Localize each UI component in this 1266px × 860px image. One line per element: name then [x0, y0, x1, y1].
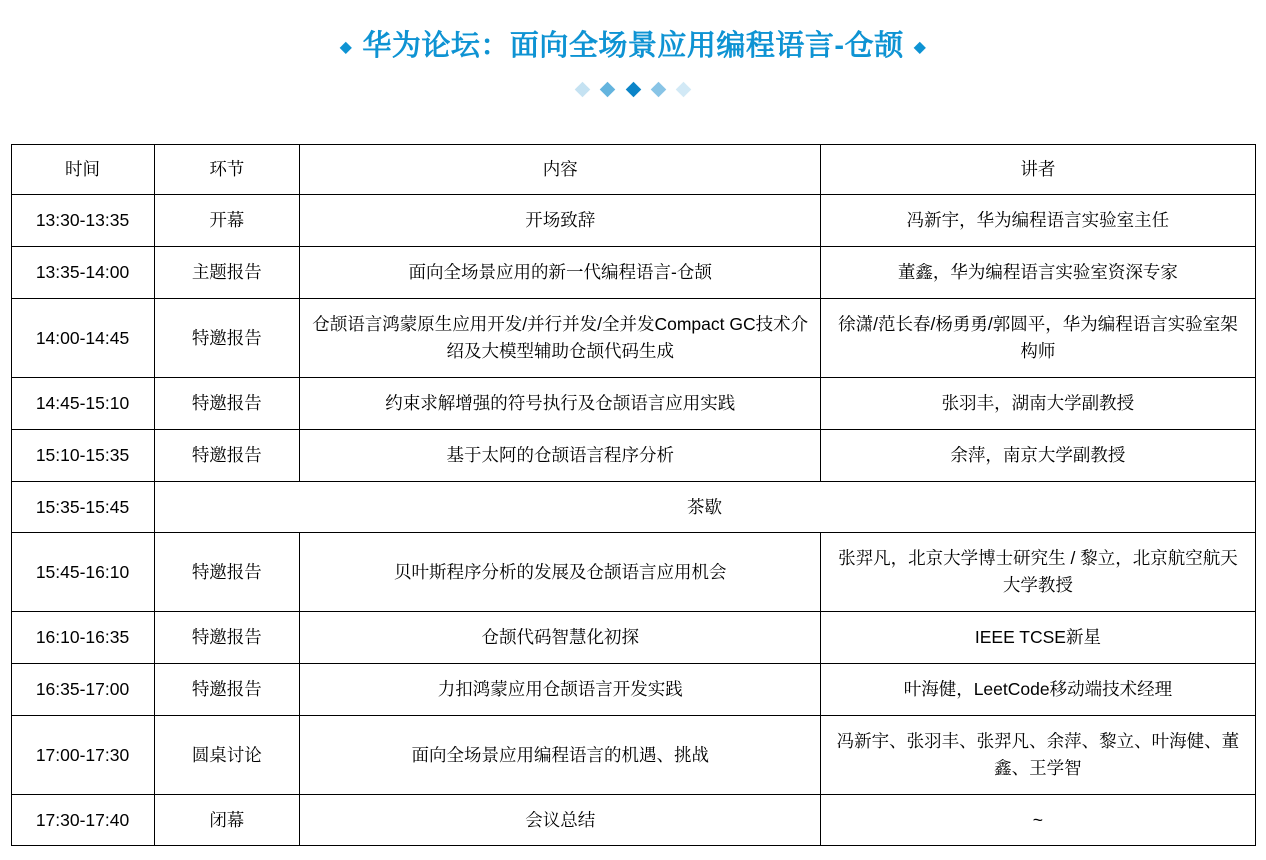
table-row	[11, 533, 1255, 612]
cell-time: 16:10-16:35	[11, 612, 154, 664]
cell-speaker: IEEE TCSE新星	[821, 612, 1255, 664]
cell-time: 15:35-15:45	[11, 482, 154, 533]
cell-content: 面向全场景应用编程语言的机遇、挑战	[300, 716, 821, 795]
col-header-speaker: 讲者	[821, 145, 1255, 195]
cell-time: 14:45-15:10	[11, 378, 154, 430]
table-row	[11, 378, 1255, 430]
cell-session: 特邀报告	[154, 430, 300, 482]
table-row	[11, 795, 1255, 846]
cell-time: 15:10-15:35	[11, 430, 154, 482]
cell-speaker: 徐潇/范长春/杨勇勇/郭圆平，华为编程语言实验室架构师	[821, 299, 1255, 378]
page-title-text: 华为论坛：面向全场景应用编程语言-仓颉	[362, 30, 904, 62]
page-title	[0, 30, 1266, 64]
cell-speaker: 张羽丰，湖南大学副教授	[821, 378, 1255, 430]
table-row	[11, 612, 1255, 664]
cell-content: 仓颉代码智慧化初探	[300, 612, 821, 664]
diamond-icon: ◆	[913, 39, 927, 56]
cell-time: 15:45-16:10	[11, 533, 154, 612]
cell-time: 14:00-14:45	[11, 299, 154, 378]
cell-time: 16:35-17:00	[11, 664, 154, 716]
cell-speaker: ~	[821, 795, 1255, 846]
cell-content: 面向全场景应用的新一代编程语言-仓颉	[300, 247, 821, 299]
cell-content: 基于太阿的仓颉语言程序分析	[300, 430, 821, 482]
cell-session: 特邀报告	[154, 612, 300, 664]
col-header-time: 时间	[11, 145, 154, 195]
cell-speaker: 叶海健，LeetCode移动端技术经理	[821, 664, 1255, 716]
cell-break: 茶歇	[154, 482, 1255, 533]
cell-content: 贝叶斯程序分析的发展及仓颉语言应用机会	[300, 533, 821, 612]
diamond-icon	[651, 82, 667, 98]
cell-speaker: 张羿凡，北京大学博士研究生 / 黎立，北京航空航天大学教授	[821, 533, 1255, 612]
table-row	[11, 716, 1255, 795]
cell-content: 仓颉语言鸿蒙原生应用开发/并行并发/全并发Compact GC技术介绍及大模型辅助仓颉代码生成	[300, 299, 821, 378]
cell-session: 圆桌讨论	[154, 716, 300, 795]
cell-content: 约束求解增强的符号执行及仓颉语言应用实践	[300, 378, 821, 430]
cell-time: 17:30-17:40	[11, 795, 154, 846]
agenda-table	[11, 144, 1256, 846]
cell-speaker: 冯新宇、张羽丰、张羿凡、余萍、黎立、叶海健、董鑫、王学智	[821, 716, 1255, 795]
diamond-icon	[574, 82, 590, 98]
table-row	[11, 247, 1255, 299]
cell-session: 特邀报告	[154, 299, 300, 378]
cell-session: 特邀报告	[154, 533, 300, 612]
cell-content: 力扣鸿蒙应用仓颉语言开发实践	[300, 664, 821, 716]
diamond-decoration	[0, 82, 1266, 100]
header-row	[11, 145, 1255, 195]
cell-session: 开幕	[154, 195, 300, 247]
cell-content: 开场致辞	[300, 195, 821, 247]
diamond-icon	[625, 82, 641, 98]
cell-time: 17:00-17:30	[11, 716, 154, 795]
table-row-break	[11, 482, 1255, 533]
cell-session: 主题报告	[154, 247, 300, 299]
diamond-icon	[600, 82, 616, 98]
cell-session: 特邀报告	[154, 664, 300, 716]
cell-content: 会议总结	[300, 795, 821, 846]
cell-speaker: 余萍，南京大学副教授	[821, 430, 1255, 482]
table-row	[11, 430, 1255, 482]
table-row	[11, 299, 1255, 378]
cell-speaker: 董鑫，华为编程语言实验室资深专家	[821, 247, 1255, 299]
cell-session: 特邀报告	[154, 378, 300, 430]
cell-speaker: 冯新宇，华为编程语言实验室主任	[821, 195, 1255, 247]
cell-session: 闭幕	[154, 795, 300, 846]
table-row	[11, 195, 1255, 247]
col-header-session: 环节	[154, 145, 300, 195]
cell-time: 13:30-13:35	[11, 195, 154, 247]
table-row	[11, 664, 1255, 716]
col-header-content: 内容	[300, 145, 821, 195]
diamond-icon	[676, 82, 692, 98]
diamond-icon: ◆	[339, 39, 353, 56]
cell-time: 13:35-14:00	[11, 247, 154, 299]
